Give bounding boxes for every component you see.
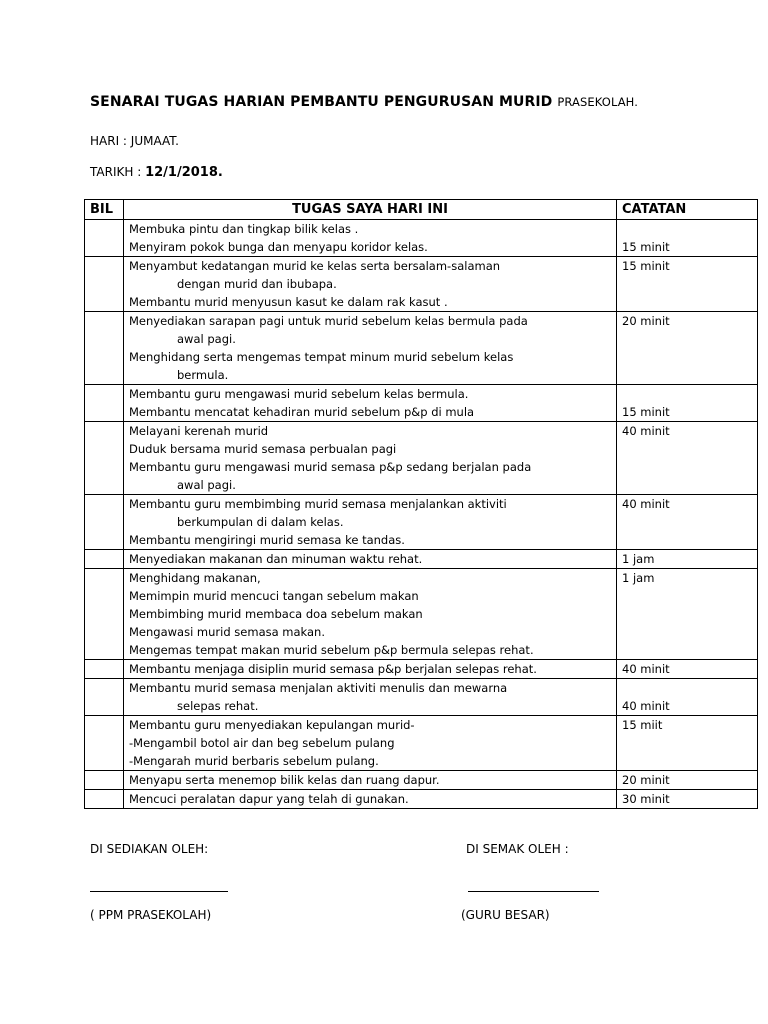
task-line: Menghidang makanan, [129, 571, 261, 585]
remark-cell: 15 miit [617, 716, 758, 771]
task-line: Menyapu serta menemop bilik kelas dan ruang dapur. [129, 773, 440, 787]
task-cell [124, 550, 617, 569]
task-line: Membantu murid semasa menjalan aktiviti menulis dan mewarna [129, 681, 508, 695]
task-cell [124, 679, 617, 716]
table-row [85, 660, 758, 679]
remark-cell: 40 minit [617, 679, 758, 716]
task-line: Menyiram pokok bunga dan menyapu koridor kelas. [129, 240, 428, 254]
table-row [85, 716, 758, 771]
task-cell [124, 495, 617, 550]
remark-cell: 40 minit [617, 660, 758, 679]
table-row [85, 771, 758, 790]
task-line: Membuka pintu dan tingkap bilik kelas . [129, 222, 359, 236]
task-line: Membantu mengiringi murid semasa ke tandas. [129, 533, 405, 547]
checked-signature-line [468, 891, 599, 892]
remark-cell: 20 minit [617, 312, 758, 385]
task-cell [124, 385, 617, 422]
task-line: -Mengambil botol air dan beg sebelum pulang [129, 736, 395, 750]
table-row [85, 790, 758, 809]
task-line: Memimpin murid mencuci tangan sebelum makan [129, 589, 419, 603]
table-row [85, 550, 758, 569]
prepared-by-label: DI SEDIAKAN OLEH: [90, 842, 209, 856]
task-line: Membantu menjaga disiplin murid semasa p&p berjalan selepas rehat. [129, 662, 537, 676]
table-header-row [85, 200, 758, 220]
table-row [85, 422, 758, 495]
remark-cell: 1 jam [617, 569, 758, 660]
task-cell [124, 771, 617, 790]
row-number-cell [85, 550, 124, 569]
prepared-signature-line [90, 891, 228, 892]
remark-cell: 40 minit [617, 495, 758, 550]
day-label: HARI : JUMAAT. [90, 134, 179, 148]
remark-cell: 20 minit [617, 771, 758, 790]
remark-cell: 30 minit [617, 790, 758, 809]
row-number-cell [85, 257, 124, 312]
task-cell [124, 422, 617, 495]
task-line: selepas rehat. [177, 699, 259, 713]
row-number-cell [85, 385, 124, 422]
task-line: Membantu guru mengawasi murid sebelum kelas bermula. [129, 387, 469, 401]
task-line: awal pagi. [177, 332, 236, 346]
task-cell [124, 569, 617, 660]
row-number-cell [85, 422, 124, 495]
task-line: Menyediakan sarapan pagi untuk murid sebelum kelas bermula pada [129, 314, 528, 328]
task-cell [124, 660, 617, 679]
task-line: -Mengarah murid berbaris sebelum pulang. [129, 754, 379, 768]
column-header-bil: BIL [85, 200, 124, 220]
row-number-cell [85, 771, 124, 790]
task-line: bermula. [177, 368, 229, 382]
document-title-main: SENARAI TUGAS HARIAN PEMBANTU PENGURUSAN MURID [90, 94, 553, 110]
table-row [85, 385, 758, 422]
remark-cell: 15 minit [617, 257, 758, 312]
row-number-cell [85, 312, 124, 385]
table-row [85, 312, 758, 385]
task-line: Membantu murid menyusun kasut ke dalam rak kasut . [129, 295, 448, 309]
row-number-cell [85, 569, 124, 660]
task-line: Menyediakan makanan dan minuman waktu rehat. [129, 552, 423, 566]
task-line: Membantu guru mengawasi murid semasa p&p sedang berjalan pada [129, 460, 532, 474]
task-line: Duduk bersama murid semasa perbualan pagi [129, 442, 397, 456]
table-row [85, 257, 758, 312]
task-line: Menyambut kedatangan murid ke kelas serta bersalam-salaman [129, 259, 501, 273]
row-number-cell [85, 716, 124, 771]
task-line: Membimbing murid membaca doa sebelum makan [129, 607, 423, 621]
task-line: Melayani kerenah murid [129, 424, 269, 438]
row-number-cell [85, 495, 124, 550]
date-value: 12/1/2018. [145, 165, 223, 180]
task-table-body [85, 220, 758, 809]
task-line: Mengemas tempat makan murid sebelum p&p bermula selepas rehat. [129, 643, 534, 657]
column-header-catatan: CATATAN [617, 200, 758, 220]
remark-cell: 15 minit [617, 220, 758, 257]
row-number-cell [85, 220, 124, 257]
remark-cell: 15 minit [617, 385, 758, 422]
remark-cell: 40 minit [617, 422, 758, 495]
task-line: Mengawasi murid semasa makan. [129, 625, 326, 639]
task-cell [124, 716, 617, 771]
task-cell [124, 312, 617, 385]
task-cell [124, 220, 617, 257]
column-header-tugas: TUGAS SAYA HARI INI [124, 200, 617, 220]
date-line [90, 165, 223, 180]
task-line: Menghidang serta mengemas tempat minum murid sebelum kelas [129, 350, 514, 364]
table-row [85, 679, 758, 716]
task-line: berkumpulan di dalam kelas. [177, 515, 344, 529]
checked-role: (GURU BESAR) [461, 908, 550, 922]
row-number-cell [85, 660, 124, 679]
row-number-cell [85, 790, 124, 809]
task-line: Membantu guru menyediakan kepulangan murid- [129, 718, 415, 732]
task-line: awal pagi. [177, 478, 236, 492]
table-row [85, 220, 758, 257]
task-cell [124, 257, 617, 312]
table-row [85, 495, 758, 550]
date-label: TARIKH : [90, 165, 142, 179]
checked-by-label: DI SEMAK OLEH : [466, 842, 569, 856]
task-line: Mencuci peralatan dapur yang telah di gunakan. [129, 792, 409, 806]
table-row [85, 569, 758, 660]
task-line: Membantu guru membimbing murid semasa menjalankan aktiviti [129, 497, 507, 511]
task-cell [124, 790, 617, 809]
task-table [84, 199, 758, 809]
prepared-role: ( PPM PRASEKOLAH) [90, 908, 212, 922]
document-title-suffix: PRASEKOLAH. [557, 95, 638, 109]
task-line: Membantu mencatat kehadiran murid sebelum p&p di mula [129, 405, 475, 419]
document-title [90, 94, 638, 110]
task-line: dengan murid dan ibubapa. [177, 277, 337, 291]
remark-cell: 1 jam [617, 550, 758, 569]
row-number-cell [85, 679, 124, 716]
